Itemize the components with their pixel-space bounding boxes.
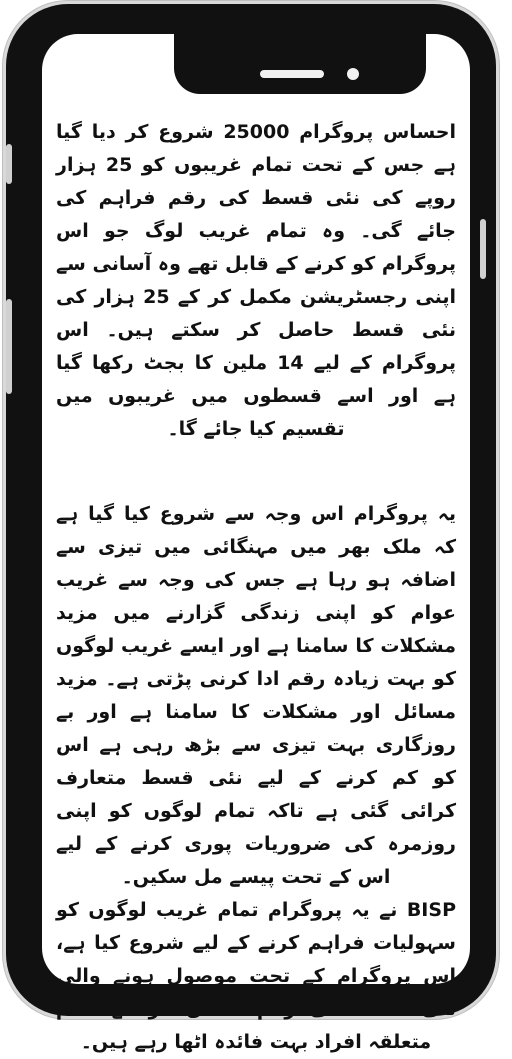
paragraph-2: یہ پروگرام اس وجہ سے شروع کیا گیا ہے کہ ملک بھر میں مہنگائی میں تیزی سے اضافہ ہو رہا ہے جس کی وجہ سے غریب عوام کو اپنی زندگی گزارنے میں مزید مشکلات کا سامنا ہے اور ایسے غریب لوگوں کو بہت زیادہ رقم ادا کرنی پڑتی ہے۔ مزید مسائل اور مشکلات کا سامنا ہے اور بے روزگاری بہت تیزی سے بڑھ رہی ہے اس کو کم کرنے کے لیے نئی قسط متعارف کرائی گئی ہے تاکہ تمام لوگوں کو اپنی روزمرہ کی ضروریات پوری کرنے کے لیے اس کے تحت پیسے مل سکیں۔ bbox=[56, 503, 456, 888]
phone-screen[interactable] bbox=[42, 34, 470, 1053]
speaker-icon bbox=[260, 70, 324, 78]
phone-frame bbox=[6, 4, 496, 1053]
volume-down-button bbox=[6, 299, 12, 394]
article-content bbox=[56, 116, 456, 1059]
paragraph-1: احساس پروگرام 25000 شروع کر دیا گیا ہے جس کے تحت تمام غریبوں کو 25 ہزار روپے کی نئی قسط کی رقم فراہم کی جائے گی۔ وہ تمام غریب لوگ جو اس پروگرام کو کرنے کے قابل تھے وہ آسانی سے اپنی رجسٹریشن مکمل کر کے 25 ہزار کی نئی قسط حاصل کر سکتے ہیں۔ اس پروگرام کے لیے 14 ملین کا بجٹ رکھا گیا ہے اور اسے قسطوں میں غریبوں میں تقسیم کیا جائے گا۔ bbox=[56, 121, 456, 440]
paragraph-3: BISP نے یہ پروگرام تمام غریب لوگوں کو سہولیات فراہم کرنے کے لیے شروع کیا ہے، اس پروگرام کے تحت موصول ہونے والی نئی قسط کی رقم حاصل کر کے تمام متعلقہ افراد بہت فائدہ اٹھا رہے ہیں۔ bbox=[56, 899, 456, 1053]
notch bbox=[174, 32, 426, 94]
volume-up-button bbox=[6, 144, 12, 184]
power-button bbox=[480, 219, 486, 279]
camera-icon bbox=[347, 68, 359, 80]
